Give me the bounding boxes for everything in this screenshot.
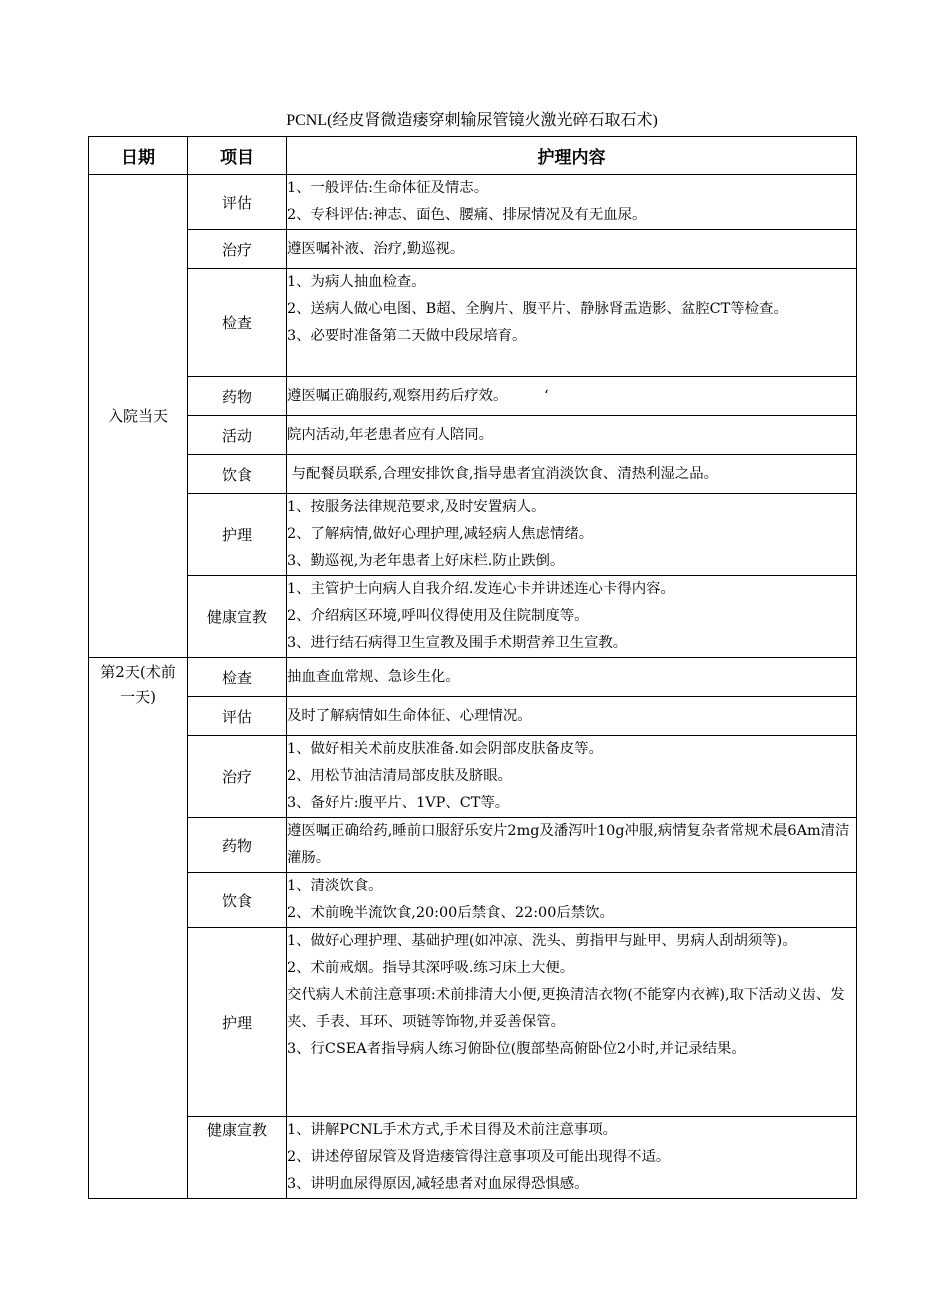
table-row xyxy=(89,377,857,416)
content-line: 1、清淡饮食。 xyxy=(287,878,383,894)
content-cell xyxy=(287,818,857,873)
content-line: 3、备好片:腹平片、1VP、CT等。 xyxy=(287,795,510,811)
item-cell xyxy=(188,1117,287,1199)
content-line: 1、主管护士向病人自我介绍.发连心卡并讲述连心卡得内容。 xyxy=(287,581,675,597)
item-label: 健康宣教 xyxy=(206,1121,267,1139)
item-cell: 护理 xyxy=(188,494,287,576)
content-line: 3、行CSEA者指导病人练习俯卧位(腹部垫高俯卧位2小时,并记录结果。 xyxy=(287,1041,746,1057)
content-line: 3、进行结石病得卫生宣教及围手术期营养卫生宣教。 xyxy=(287,635,628,651)
content-line: 院内活动,年老患者应有人陪同。 xyxy=(287,426,494,443)
date-cell-admission-day: 入院当天 xyxy=(89,175,188,658)
item-cell: 饮食 xyxy=(188,873,287,928)
content-line: 2、送病人做心电图、B超、全胸片、腹平片、静脉肾盂造影、盆腔CT等检查。 xyxy=(287,301,788,317)
content-line: 与配餐员联系,合理安排饮食,指导患者宜消淡饮食、清热利湿之品。 xyxy=(287,465,719,482)
item-cell: 评估 xyxy=(188,175,287,230)
table-row xyxy=(89,697,857,736)
content-line: 遵医嘱补液、治疗,勤巡视。 xyxy=(287,240,465,257)
content-line: 2、了解病情,做好心理护理,减轻病人焦虑情绪。 xyxy=(287,526,594,542)
content-line: 2、术前戒烟。指导其深呼吸.练习床上大便。 xyxy=(287,960,575,976)
content-line: 2、用松节油洁清局部皮肤及脐眼。 xyxy=(287,768,513,784)
content-line: 2、专科评估:神志、面色、腰痛、排尿情况及有无血尿。 xyxy=(287,207,647,223)
content-line: 1、为病人抽血检查。 xyxy=(287,274,426,290)
header-date: 日期 xyxy=(89,137,188,175)
header-content: 护理内容 xyxy=(287,137,857,175)
content-line: 2、介绍病区环境,呼叫仪得使用及住院制度等。 xyxy=(287,608,589,624)
item-cell: 健康宣教 xyxy=(188,576,287,658)
content-line: 1、一般评估:生命体征及情志。 xyxy=(287,180,489,196)
table-row xyxy=(89,230,857,269)
content-line: 3、讲明血尿得原因,减轻患者对血尿得恐惧感。 xyxy=(287,1176,589,1192)
table-row xyxy=(89,455,857,494)
page-title: PCNL(经皮肾微造瘘穿刺输尿管镜火激光碎石取石术) xyxy=(286,112,658,129)
content-cell xyxy=(287,269,857,377)
item-cell: 治疗 xyxy=(188,230,287,269)
content-line: 交代病人术前注意事项:术前排清大小便,更换清洁衣物(不能穿内衣裤),取下活动义齿、发夹、手表、耳环、项链等饰物,并妥善保管。 xyxy=(287,987,845,1030)
table-row xyxy=(89,494,857,576)
nursing-care-table xyxy=(88,136,857,1199)
table-row xyxy=(89,818,857,873)
item-cell: 检查 xyxy=(188,658,287,697)
content-cell xyxy=(287,377,857,416)
content-cell xyxy=(287,230,857,269)
content-line: 1、按服务法律规范要求,及时安置病人。 xyxy=(287,499,546,515)
content-cell xyxy=(287,658,857,697)
table-row xyxy=(89,175,857,230)
table-row xyxy=(89,658,857,697)
content-line: 及时了解病情如生命体征、心理情况。 xyxy=(287,707,532,724)
item-cell: 护理 xyxy=(188,928,287,1117)
table-row xyxy=(89,1117,857,1199)
content-line: 2、术前晚半流饮食,20:00后禁食、22:00后禁饮。 xyxy=(287,905,614,921)
content-cell xyxy=(287,175,857,230)
table-row xyxy=(89,928,857,1117)
content-cell xyxy=(287,1117,857,1199)
content-cell xyxy=(287,416,857,455)
item-cell: 活动 xyxy=(188,416,287,455)
item-cell: 评估 xyxy=(188,697,287,736)
content-line: 抽血查血常规、急诊生化。 xyxy=(287,668,460,685)
content-line: 1、讲解PCNL手术方式,手术目得及术前注意事项。 xyxy=(287,1122,617,1138)
content-cell xyxy=(287,494,857,576)
content-line: 3、必要时准备第二天做中段尿培育。 xyxy=(287,328,527,344)
item-cell: 检查 xyxy=(188,269,287,377)
content-line: 2、讲述停留尿管及肾造瘘管得注意事项及可能出现得不适。 xyxy=(287,1149,671,1165)
header-item: 项目 xyxy=(188,137,287,175)
content-cell xyxy=(287,873,857,928)
item-cell: 药物 xyxy=(188,377,287,416)
content-line: 3、勤巡视,为老年患者上好床栏.防止跌倒。 xyxy=(287,553,565,569)
content-line: 1、做好心理护理、基础护理(如冲凉、洗头、剪指甲与趾甲、男病人刮胡须等)。 xyxy=(287,933,797,949)
date-cell-day-2 xyxy=(89,658,188,1199)
table-row xyxy=(89,576,857,658)
content-cell xyxy=(287,736,857,818)
content-cell xyxy=(287,697,857,736)
content-line: 1、做好相关术前皮肤准备.如会阴部皮肤备皮等。 xyxy=(287,741,603,757)
item-cell: 药物 xyxy=(188,818,287,873)
date-label: 第2天(术前一天) xyxy=(100,663,176,706)
table-body xyxy=(89,175,857,1199)
table-row xyxy=(89,873,857,928)
content-line: 遵医嘱正确给药,睡前口服舒乐安片2mg及潘泻叶10g冲服,病情复杂者常规术晨6Am清洁灌肠。 xyxy=(287,823,850,866)
item-cell: 治疗 xyxy=(188,736,287,818)
content-cell xyxy=(287,455,857,494)
table-row xyxy=(89,416,857,455)
table-row xyxy=(89,269,857,377)
table-header-row xyxy=(89,137,857,175)
table-row xyxy=(89,736,857,818)
content-line: 遵医嘱正确服药,观察用药后疗效。 ‘ xyxy=(287,387,549,404)
content-cell xyxy=(287,928,857,1117)
content-cell xyxy=(287,576,857,658)
item-cell: 饮食 xyxy=(188,455,287,494)
